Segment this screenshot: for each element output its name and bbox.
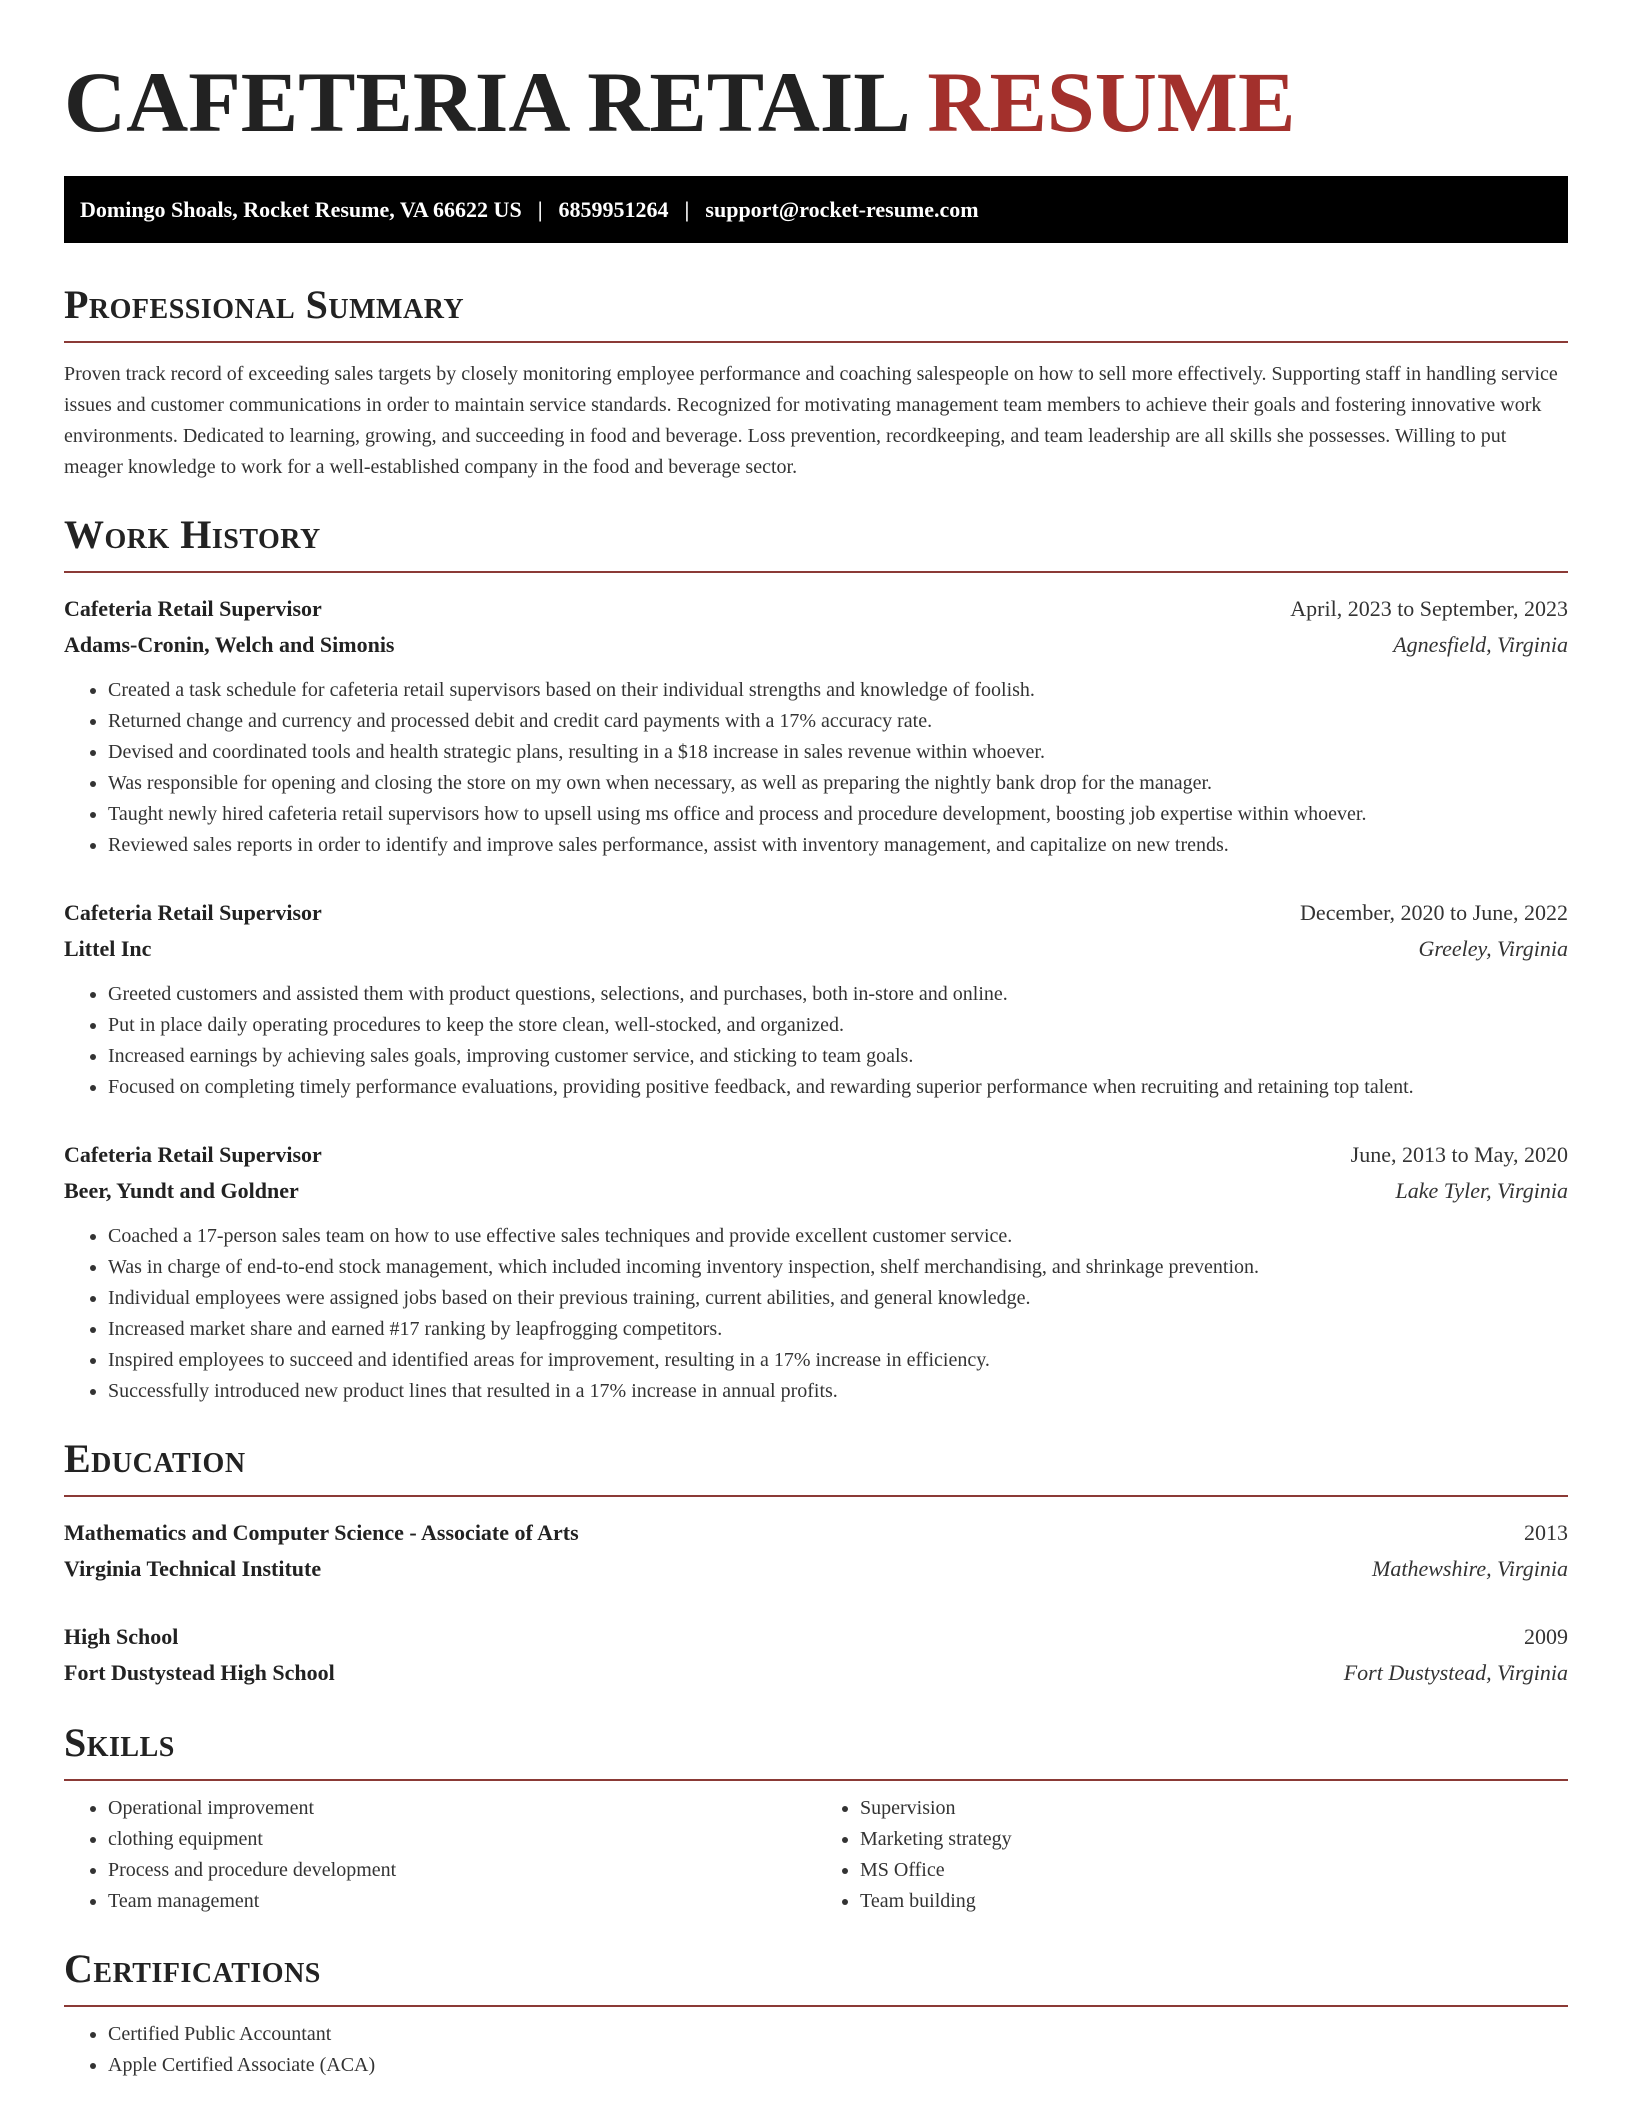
job-header-row	[64, 895, 1568, 931]
section-title-work-history: Work History	[64, 512, 321, 557]
skills-list-right	[816, 1793, 1568, 1917]
list-item: • clothing equipment	[108, 1824, 816, 1855]
list-item: • Taught newly hired cafeteria retail supervisors how to upsell using ms office and process and procedure development, boosting job expertise within whoever.	[108, 799, 1568, 830]
list-item: • Reviewed sales reports in order to identify and improve sales performance, assist with inventory management, and capitalize on new trends.	[108, 830, 1568, 861]
job-company: Adams-Cronin, Welch and Simonis	[64, 632, 395, 657]
list-item: • Successfully introduced new product lines that resulted in a 17% increase in annual profits.	[108, 1376, 1568, 1407]
certifications-section	[64, 1945, 1568, 2081]
section-divider	[64, 1779, 1568, 1781]
work-history-section	[64, 511, 1568, 1407]
list-item: • MS Office	[860, 1855, 1568, 1886]
summary-section	[64, 281, 1568, 483]
contact-phone: 6859951264	[558, 196, 669, 222]
list-item: • Process and procedure development	[108, 1855, 816, 1886]
list-item: • Apple Certified Associate (ACA)	[108, 2050, 1568, 2081]
contact-address: Domingo Shoals, Rocket Resume, VA 66622 US	[80, 196, 522, 222]
job-company-row	[64, 1173, 1568, 1209]
list-item: • Team building	[860, 1886, 1568, 1917]
education-year: 2009	[1524, 1624, 1568, 1649]
skills-section	[64, 1719, 1568, 1917]
job-dates: June, 2013 to May, 2020	[1350, 1142, 1568, 1167]
list-item: • Individual employees were assigned jobs based on their previous training, current abilities, and general knowledge.	[108, 1283, 1568, 1314]
job-bullets	[64, 675, 1568, 861]
section-title-skills: Skills	[64, 1720, 175, 1765]
contact-email[interactable]: support@rocket-resume.com	[705, 196, 979, 222]
education-section	[64, 1435, 1568, 1691]
list-item: • Created a task schedule for cafeteria retail supervisors based on their individual strengths and knowledge of foolish.	[108, 675, 1568, 706]
education-entry	[64, 1515, 1568, 1587]
section-title-summary: Professional Summary	[64, 282, 465, 327]
list-item: • Greeted customers and assisted them with product questions, selections, and purchases, both in-store and online.	[108, 979, 1568, 1010]
section-divider	[64, 1495, 1568, 1497]
skills-columns	[64, 1793, 1568, 1917]
education-school-row	[64, 1551, 1568, 1587]
job-title: Cafeteria Retail Supervisor	[64, 900, 322, 925]
job-entry	[64, 895, 1568, 1103]
job-title: Cafeteria Retail Supervisor	[64, 1142, 322, 1167]
contact-separator: |	[684, 196, 690, 222]
skills-list-left	[64, 1793, 816, 1917]
section-divider	[64, 341, 1568, 343]
education-school-row	[64, 1655, 1568, 1691]
contact-separator: |	[537, 196, 543, 222]
contact-bar	[64, 176, 1568, 243]
education-entry	[64, 1619, 1568, 1691]
job-title: Cafeteria Retail Supervisor	[64, 596, 322, 621]
education-degree: Mathematics and Computer Science - Associate of Arts	[64, 1520, 579, 1545]
job-entry	[64, 1137, 1568, 1407]
job-header-row	[64, 591, 1568, 627]
job-entry	[64, 591, 1568, 861]
education-school: Virginia Technical Institute	[64, 1556, 322, 1581]
job-dates: December, 2020 to June, 2022	[1300, 900, 1568, 925]
job-company: Littel Inc	[64, 936, 152, 961]
section-title-education: Education	[64, 1436, 246, 1481]
job-location: Greeley, Virginia	[1418, 936, 1568, 961]
education-location: Mathewshire, Virginia	[1372, 1556, 1568, 1581]
list-item: • Was responsible for opening and closing the store on my own when necessary, as well as preparing the nightly bank drop for the manager.	[108, 768, 1568, 799]
resume-title	[64, 0, 1568, 152]
job-location: Lake Tyler, Virginia	[1395, 1178, 1568, 1203]
job-bullets	[64, 1221, 1568, 1407]
job-bullets	[64, 979, 1568, 1103]
title-accent: RESUME	[927, 54, 1296, 150]
list-item: • Devised and coordinated tools and health strategic plans, resulting in a $18 increase in sales revenue within whoever.	[108, 737, 1568, 768]
list-item: • Increased market share and earned #17 ranking by leapfrogging competitors.	[108, 1314, 1568, 1345]
certifications-list	[64, 2019, 1568, 2081]
list-item: • Returned change and currency and processed debit and credit card payments with a 17% accuracy rate.	[108, 706, 1568, 737]
section-title-certifications: Certifications	[64, 1946, 321, 1991]
list-item: • Coached a 17-person sales team on how to use effective sales techniques and provide excellent customer service.	[108, 1221, 1568, 1252]
list-item: • Was in charge of end-to-end stock management, which included incoming inventory inspection, shelf merchandising, and shrinkage prevention.	[108, 1252, 1568, 1283]
list-item: • Put in place daily operating procedures to keep the store clean, well-stocked, and organized.	[108, 1010, 1568, 1041]
list-item: • Supervision	[860, 1793, 1568, 1824]
education-school: Fort Dustystead High School	[64, 1660, 335, 1685]
title-main: CAFETERIA RETAIL	[64, 54, 906, 150]
education-location: Fort Dustystead, Virginia	[1343, 1660, 1568, 1685]
education-year: 2013	[1524, 1520, 1568, 1545]
section-divider	[64, 2005, 1568, 2007]
summary-text: Proven track record of exceeding sales targets by closely monitoring employee performance and coaching salespeople on how to sell more effectively. Supporting staff in handling service issues and customer communications in order to maintain service standards. Recognized for motivating management team members to achieve their goals and fostering innovative work environments. Dedicated to learning, growing, and succeeding in food and beverage. Loss prevention, recordkeeping, and team leadership are all skills she possesses. Willing to put meager knowledge to work for a well-established company in the food and beverage sector.	[64, 363, 1558, 478]
list-item: • Inspired employees to succeed and identified areas for improvement, resulting in a 17% increase in efficiency.	[108, 1345, 1568, 1376]
job-header-row	[64, 1137, 1568, 1173]
job-dates: April, 2023 to September, 2023	[1290, 596, 1568, 621]
list-item: • Team management	[108, 1886, 816, 1917]
education-degree: High School	[64, 1624, 179, 1649]
list-item: • Operational improvement	[108, 1793, 816, 1824]
list-item: • Focused on completing timely performance evaluations, providing positive feedback, and rewarding superior performance when recruiting and retaining top talent.	[108, 1072, 1568, 1103]
list-item: • Increased earnings by achieving sales goals, improving customer service, and sticking to team goals.	[108, 1041, 1568, 1072]
job-company: Beer, Yundt and Goldner	[64, 1178, 299, 1203]
education-degree-row	[64, 1515, 1568, 1551]
list-item: • Certified Public Accountant	[108, 2019, 1568, 2050]
section-divider	[64, 571, 1568, 573]
job-company-row	[64, 627, 1568, 663]
resume-page	[64, 0, 1568, 2081]
education-degree-row	[64, 1619, 1568, 1655]
job-company-row	[64, 931, 1568, 967]
list-item: • Marketing strategy	[860, 1824, 1568, 1855]
job-location: Agnesfield, Virginia	[1393, 632, 1568, 657]
